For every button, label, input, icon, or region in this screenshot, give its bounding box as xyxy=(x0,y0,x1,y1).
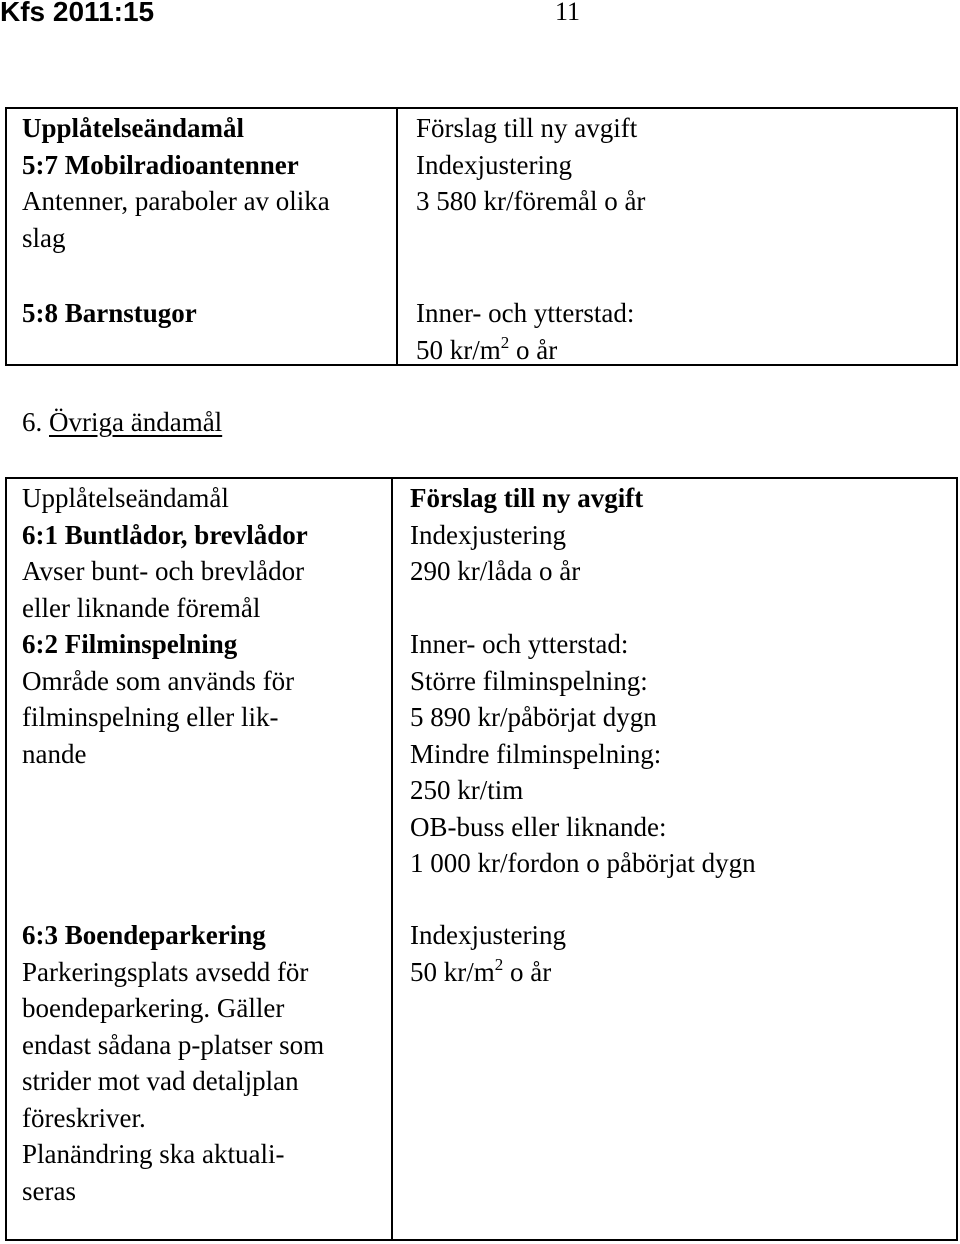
fee-amount: 290 kr/låda o år xyxy=(410,556,581,586)
row-title-5-7: 5:7 Mobilradioantenner xyxy=(22,149,299,180)
row-desc: Planändring ska aktuali- xyxy=(22,1139,285,1169)
row-desc: slag xyxy=(22,222,66,253)
row-desc: seras xyxy=(22,1175,76,1206)
table1-header-left: Upplåtelseändamål xyxy=(22,113,245,143)
document-id: Kfs 2011:15 xyxy=(0,0,155,27)
fee-subhead: Mindre filminspelning: xyxy=(410,738,662,769)
row-desc: nande xyxy=(22,738,87,769)
fee-zone: Inner- och ytterstad: xyxy=(416,298,635,328)
table2-left-column-top xyxy=(22,480,308,772)
row-desc: Parkeringsplats avsedd för xyxy=(22,956,309,987)
table2-row3-right xyxy=(410,917,566,990)
row-title-5-8: 5:8 Barnstugor xyxy=(22,298,197,328)
row-title-6-3: 6:3 Boendeparkering xyxy=(22,920,266,950)
row-desc: Område som används för xyxy=(22,665,295,696)
fee-method: Indexjustering xyxy=(416,149,572,180)
fee-subhead: Större filminspelning: xyxy=(410,665,648,696)
table1-header-right: Förslag till ny avgift xyxy=(416,113,638,143)
section-heading xyxy=(22,404,222,441)
fee-amount: 1 000 kr/fordon o påbörjat dygn xyxy=(410,848,756,878)
fee-amount: 50 $kr/m^2$ o år xyxy=(416,332,558,365)
fee-method: Indexjustering xyxy=(410,920,566,950)
fee-zone: Inner- och ytterstad: xyxy=(410,629,629,659)
table1-row1-left xyxy=(22,110,330,256)
fee-amount: 250 kr/tim xyxy=(410,775,524,805)
table1-row2-right xyxy=(416,295,634,368)
spacer xyxy=(410,590,756,627)
fee-amount: 50 $kr/m^2$ o år xyxy=(410,954,552,987)
table2-right-column-top xyxy=(410,480,756,882)
row-desc: strider mot vad detaljplan xyxy=(22,1066,299,1096)
table2-row3-left xyxy=(22,917,324,1209)
row-desc: föreskriver. xyxy=(22,1102,146,1133)
row-desc: Avser bunt- och brevlådor xyxy=(22,556,305,586)
row-desc: Antenner, paraboler av olika xyxy=(22,186,330,216)
table1-row2-left xyxy=(22,295,197,332)
table1-row1-right xyxy=(416,110,645,220)
row-title-6-1: 6:1 Buntlådor, brevlådor xyxy=(22,519,308,550)
page-number: 11 xyxy=(555,0,581,26)
row-desc: endast sådana p-platser som xyxy=(22,1029,325,1060)
fee-subhead: OB-buss eller liknande: xyxy=(410,811,667,842)
row-title-6-2: 6:2 Filminspelning xyxy=(22,629,238,659)
fee-amount: 5 890 kr/påbörjat dygn xyxy=(410,702,657,732)
fee-method: Indexjustering xyxy=(410,519,566,550)
table2-header-right: Förslag till ny avgift xyxy=(410,483,644,513)
fee-table-2-divider xyxy=(391,477,393,1241)
table2-header-left: Upplåtelseändamål xyxy=(22,483,229,513)
row-desc: boendeparkering. Gäller xyxy=(22,993,285,1023)
row-desc: eller liknande föremål xyxy=(22,592,261,623)
row-desc: filminspelning eller lik- xyxy=(22,702,279,732)
fee-amount: 3 580 kr/föremål o år xyxy=(416,186,646,216)
fee-table-1-divider xyxy=(396,107,398,366)
section-number: 6. xyxy=(22,407,43,437)
section-title: Övriga ändamål xyxy=(49,407,223,437)
